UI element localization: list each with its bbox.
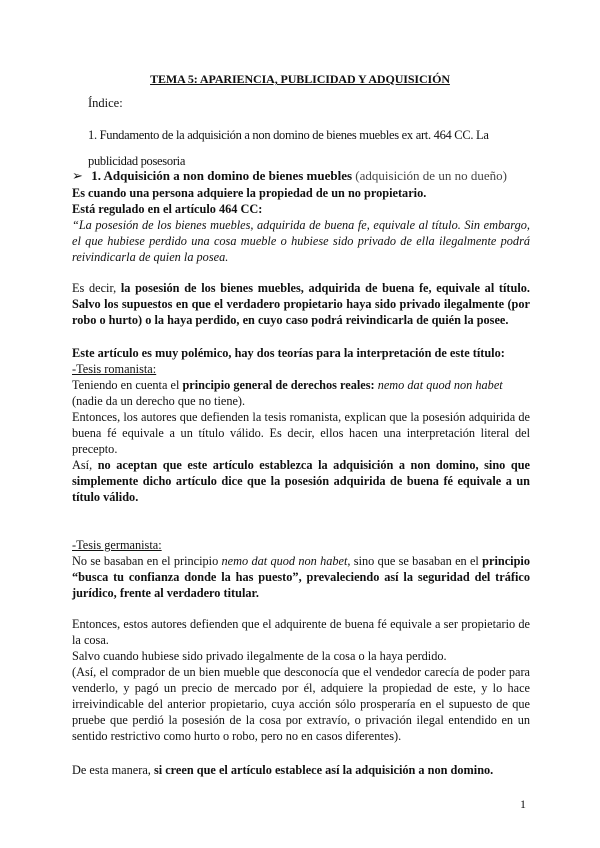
page-number: 1 (520, 797, 526, 811)
germanista-section (72, 537, 530, 601)
romanista-conclusion (72, 457, 530, 505)
romanista-principle-bold: principio general de derechos reales: (182, 378, 375, 392)
germanista-principle (72, 553, 530, 601)
germanista-exception: Salvo cuando hubiese sido privado ilegalmente de la cosa o la haya perdido. (72, 649, 447, 663)
romanista-heading: -Tesis romanista: (72, 362, 157, 376)
section-heading (72, 168, 542, 184)
romanista-principle-suffix: (nadie da un derecho que no tiene). (72, 394, 246, 408)
germanista-example: (Así, el comprador de un bien mueble que desconocía que el vendedor carecía de poder para venderlo, y pagó un precio de mercado por él, adquiere la propiedad de este, y lo hace irreivindicable del anterior propietario, cuya acción sólo prosperaría en el supuesto de que pruebe que perdió la posesión de la cosa por extravío, o privación ilegal entendido en un sentido restrictivo como hurto o robo, pero no en casos diferentes). (72, 665, 530, 743)
germanista-heading: -Tesis germanista: (72, 538, 162, 552)
germanista-details (72, 616, 530, 744)
regulated-text: Está regulado en el artículo 464 CC: (72, 202, 263, 216)
section-heading-paren: (adquisición de un no dueño) (355, 168, 507, 183)
romanista-principle-italic: nemo dat quod non habet (374, 378, 503, 392)
germanista-defense: Entonces, estos autores defienden que el adquirente de buena fé equivale a ser propietario de la cosa. (72, 617, 530, 647)
germanista-principle-bold: principio “busca tu confianza donde la has puesto”, prevaleciendo así la seguridad del tráfico jurídico, frente al verdadero titular. (72, 554, 530, 600)
page-title: TEMA 5: APARIENCIA, PUBLICIDAD Y ADQUISICIÓN (150, 72, 450, 86)
romanista-conclusion-bold: no aceptan que este artículo establezca la adquisición a non domino, sino que simplemente dicho artículo dice que la posesión adquirida de buena fé equivale a un título válido. (72, 458, 531, 504)
romanista-principle-prefix: Teniendo en cuenta el (72, 378, 183, 392)
germanista-principle-mid: , sino que se basaban en el (347, 554, 483, 568)
index-item: 1. Fundamento de la adquisición a non domino de bienes muebles ex art. 464 CC. La publicidad posesoria (88, 128, 489, 168)
romanista-principle (72, 377, 530, 409)
polemico-paragraph: Este artículo es muy polémico, hay dos teorías para la interpretación de este título: (72, 346, 505, 360)
es-decir-paragraph (72, 280, 530, 328)
germanista-conclusion (72, 762, 530, 778)
romanista-section (72, 361, 530, 505)
romanista-explanation: Entonces, los autores que defienden la tesis romanista, explican que la posesión adquirida de buena fé equivale a un título válido. Es decir, ellos hacen una interpretación literal del precepto. (72, 410, 530, 456)
germanista-conclusion-prefix: De esta manera, (72, 763, 154, 777)
definition-block (72, 185, 530, 265)
romanista-conclusion-prefix: Así, (72, 458, 98, 472)
es-decir-bold: la posesión de los bienes muebles, adquirida de buena fe, equivale al título. Salvo los supuestos en que el verdadero propietario haya sido privado ilegalmente (por robo o hurto) o la haya perdido, en cuyo caso podrá reivindicarla de quién la posee. (72, 281, 531, 327)
es-decir-prefix: Es decir, (72, 281, 121, 295)
germanista-conclusion-bold: si creen que el artículo establece así la adquisición a non domino. (153, 763, 494, 777)
section-heading-text: 1. Adquisición a non domino de bienes muebles (91, 168, 353, 183)
index-label: Índice: (88, 96, 123, 110)
germanista-principle-italic: nemo dat quod non habet (221, 554, 348, 568)
germanista-principle-prefix: No se basaban en el principio (72, 554, 222, 568)
article-quote: “La posesión de los bienes muebles, adquirida de buena fe, equivale al título. Sin embargo, el que hubiese perdido una cosa mueble o hubiese sido privado de ella ilegalmente podrá reivindicarla de quien la posea. (72, 218, 530, 264)
arrow-bullet-icon: ➢ (72, 168, 83, 183)
definition-text: Es cuando una persona adquiere la propiedad de un no propietario. (72, 186, 427, 200)
